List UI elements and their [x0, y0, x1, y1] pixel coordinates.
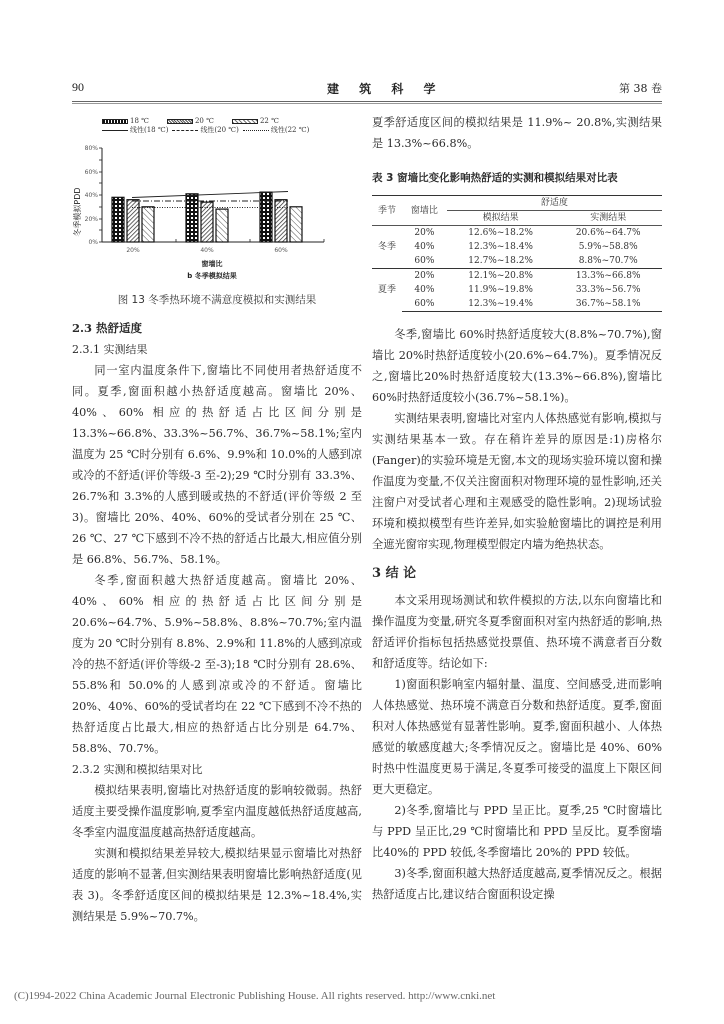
table-row [372, 283, 662, 297]
svg-text:20%: 20% [84, 216, 98, 223]
chart-subcaption: b 冬季模拟结果 [187, 272, 237, 280]
cell-ratio: 20% [402, 226, 447, 241]
dotted-line-icon [243, 130, 269, 131]
page-number: 90 [72, 80, 84, 94]
cell-simulated: 12.3%~19.4% [447, 297, 555, 312]
cell-measured: 20.6%~64.7% [554, 226, 662, 241]
dashdot-line-icon [172, 130, 198, 131]
svg-text:60%: 60% [274, 247, 288, 254]
bar-chart [72, 142, 362, 292]
swatch-18-icon [102, 119, 128, 124]
season-summer: 夏季 [372, 269, 402, 312]
swatch-22-icon [232, 119, 258, 124]
header-ratio: 窗墙比 [402, 196, 447, 226]
cell-ratio: 40% [414, 285, 435, 295]
journal-name: 建 筑 科 学 [327, 82, 444, 96]
cell-measured: 8.8%~70.7% [578, 256, 638, 266]
paragraph-conclusion-intro: 本文采用现场测试和软件模拟的方法,以东向窗墙比和操作温度为变量,研究冬夏季窗面积对室内热舒适的影响,热舒适评价指标包括热感觉投票值、热环境不满意者百分数和舒适度等。结论如下: [372, 594, 662, 670]
cell-simulated: 12.3%~18.4% [468, 242, 533, 252]
header-simulated: 模拟结果 [447, 211, 555, 226]
legend-line-20: 线性(20 ℃) [172, 126, 238, 135]
cell-ratio: 40% [414, 242, 435, 252]
paragraph-summer-measured: 同一室内温度条件下,窗墙比不同使用者热舒适度不同。夏季,窗面积越小热舒适度越高。窗墙比 20%、40%、60% 相应的热舒适占比区间分别是 13.3%~66.8%、33.3%~56.7%、36.7%~58.1%;室内温度为 25 ℃时分别有 6.6%、9.9%和 10.0%的人感到凉或冷的不舒适(评价等级-3 至-2);29 ℃时分别有 33.3%、26.7%和 3.3%的人感到暖或热的不舒适(评价等级 2 至 3)。窗墙比 20%、40%、60%的受试者分别在 25 ℃、26 ℃、27 ℃下感到不冷不热的舒适占比最大,相应值分别是 66.8%、56.7%、58.1%。 [72, 364, 362, 566]
header-divider [72, 101, 662, 104]
section-2-3-2-heading: 2.3.2 实测和模拟结果对比 [72, 763, 203, 776]
paragraph-season-comparison: 冬季,窗墙比 60%时热舒适度较大(8.8%~70.7%),窗墙比 20%时热舒适度较小(20.6%~64.7%)。夏季情况反之,窗墙比20%时热舒适度较大(13.3%~66.8%),窗墙比 60%时热舒适度较小(36.7%~58.1%)。 [372, 328, 662, 404]
table-row [372, 240, 662, 254]
table-3-title: 表 3 窗墙比变化影响热舒适的实测和模拟结果对比表 [372, 172, 618, 184]
volume-label: 第 38 卷 [619, 82, 662, 95]
paragraph-comparison: 实测和模拟结果差异较大,模拟结果显示窗墙比对热舒适度的影响不显著,但实测结果表明窗墙比影响热舒适度(见表 3)。冬季舒适度区间的模拟结果是 12.3%~18.4%,实测结果是 5.9%~70.7%。 [72, 847, 362, 923]
left-column [72, 318, 362, 927]
cell-ratio: 60% [402, 297, 447, 312]
svg-text:80%: 80% [84, 145, 98, 152]
header-comfort: 舒适度 [447, 196, 662, 211]
paragraph-differences: 实测结果表明,窗墙比对室内人体热感觉有影响,模拟与实测结果基本一致。存在稍许差异的原因是:1)房格尔(Fanger)的实验环境是无窗,本文的现场实验环境以窗和操作温度为变量,不仅关注窗面积对物理环境的显性影响,还关注窗户对受试者心理和主观感受的隐性影响。2)现场试验环境和模拟模型有些许差异,如实验舱窗墙比的调控是利用全遮光窗帘实现,物理模型假定内墙为绝热状态。 [372, 412, 662, 551]
cell-simulated: 12.7%~18.2% [468, 256, 533, 266]
svg-text:0%: 0% [88, 239, 98, 246]
section-2-3-heading: 2.3 热舒适度 [72, 321, 143, 335]
legend-item-22: 22 ℃ [232, 117, 279, 126]
section-2-3-1-heading: 2.3.1 实测结果 [72, 343, 148, 356]
table-row [372, 269, 662, 284]
figure-13 [72, 112, 362, 312]
header-season: 季节 [372, 196, 402, 226]
paragraph-conclusion-1: 1)窗面积影响室内辐射量、温度、空间感受,进而影响人体热感觉、热环境不满意百分数和热舒适度。夏季,窗面积对人体热感觉有显著性影响。夏季,窗面积越小、人体热感觉的敏感度越大;冬季情况反之。窗墙比是 40%、60%时热中性温度更易于满足,冬夏季可接受的温度上下限区间更大更稳定。 [372, 678, 662, 796]
solid-line-icon [102, 130, 128, 131]
paragraph-conclusion-2: 2)冬季,窗墙比与 PPD 呈正比。夏季,25 ℃时窗墙比与 PPD 呈正比,29 ℃时窗墙比和 PPD 呈反比。夏季窗墙比40%的 PPD 较低,冬季窗墙比 20%的 PPD 较低。 [372, 804, 662, 859]
svg-text:20%: 20% [126, 247, 140, 254]
swatch-20-icon [167, 119, 193, 124]
cell-measured: 13.3%~66.8% [554, 269, 662, 284]
y-axis-label: 冬季模拟PDD [73, 187, 82, 237]
cell-measured: 5.9%~58.8% [578, 242, 638, 252]
figure-caption: 图 13 冬季热环境不满意度模拟和实测结果 [117, 294, 317, 306]
table-row [372, 254, 662, 269]
page-header [72, 80, 662, 102]
chart-legend [102, 117, 309, 135]
svg-text:窗墙比: 窗墙比 [201, 260, 223, 268]
cell-simulated: 12.1%~20.8% [447, 269, 555, 284]
table-row [372, 297, 662, 312]
right-column [372, 112, 662, 905]
copyright-footer: (C)1994-2022 China Academic Journal Electronic Publishing House. All rights reserved. http://www.cnki.net [14, 990, 496, 1002]
section-3-heading: 3 结 论 [372, 566, 417, 581]
summer-rows [372, 269, 662, 312]
legend-line-18: 线性(18 ℃) [102, 126, 168, 135]
cell-simulated: 12.6%~18.2% [447, 226, 555, 241]
svg-text:60%: 60% [84, 169, 98, 176]
paragraph-summer-comfort: 夏季舒适度区间的模拟结果是 11.9%~ 20.8%,实测结果是 13.3%~66.8%。 [372, 116, 662, 150]
cell-ratio: 20% [402, 269, 447, 284]
table-3 [372, 195, 662, 312]
cell-measured: 36.7%~58.1% [554, 297, 662, 312]
cell-ratio: 60% [414, 256, 435, 266]
svg-text:40%: 40% [84, 192, 98, 199]
header-measured: 实测结果 [554, 211, 662, 226]
paragraph-winter-measured: 冬季,窗面积越大热舒适度越高。窗墙比 20%、40%、60% 相应的热舒适占比区间分别是 20.6%~64.7%、5.9%~58.8%、8.8%~70.7%;室内温度为 20 ℃时分别有 8.8%、2.9%和 11.8%的人感到凉或冷的热不舒适(评价等级-2 至-3);18 ℃时分别有 28.6%、55.8%和 50.0%的人感到凉或冷的不舒适。窗墙比 20%、40%、60%的受试者均在 22 ℃下感到不冷不热的热舒适度占比最大,相应的热舒适占比分别是 64.7%、58.8%、70.7%。 [72, 574, 362, 755]
winter-rows [372, 226, 662, 269]
paragraph-conclusion-3: 3)冬季,窗面积越大热舒适度越高,夏季情况反之。根据热舒适度占比,建议结合窗面积设定操 [372, 867, 662, 901]
season-winter: 冬季 [372, 226, 402, 269]
paragraph-simulation: 模拟结果表明,窗墙比对热舒适度的影响较微弱。热舒适度主要受操作温度影响,夏季室内温度越低热舒适度越高,冬季室内温度温度越高热舒适度越高。 [72, 784, 362, 839]
legend-item-20: 20 ℃ [167, 117, 214, 126]
cell-measured: 33.3%~56.7% [575, 285, 641, 295]
legend-item-18: 18 ℃ [102, 117, 149, 126]
table-row [372, 226, 662, 241]
svg-text:40%: 40% [200, 247, 214, 254]
legend-line-22: 线性(22 ℃) [243, 126, 309, 135]
cell-simulated: 11.9%~19.8% [468, 285, 533, 295]
